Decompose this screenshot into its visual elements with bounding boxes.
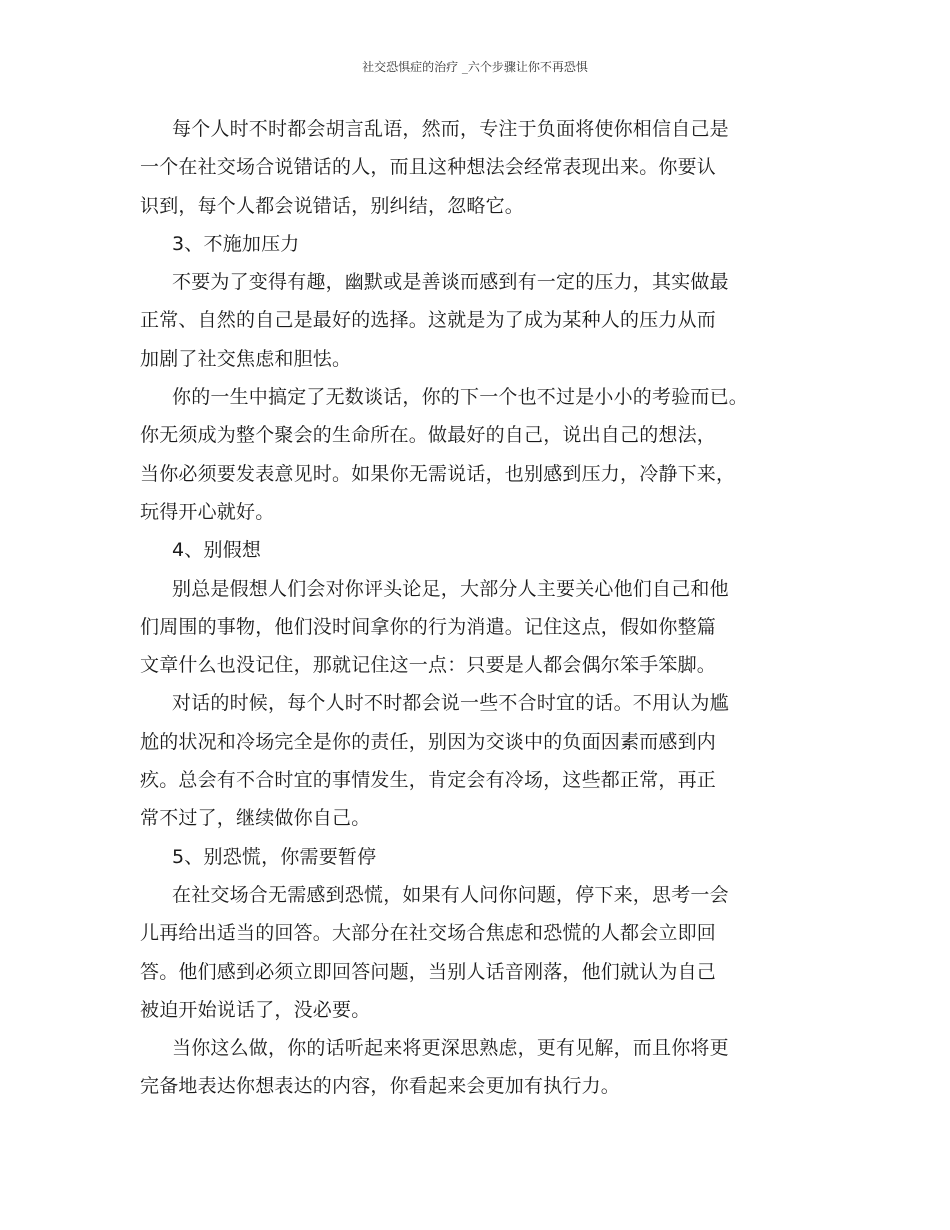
text-line: 完备地表达你想表达的内容，你看起来会更加有执行力。	[140, 1075, 621, 1098]
text-line: 常不过了，继续做你自己。	[140, 807, 371, 830]
text-line: 你的一生中搞定了无数谈话，你的下一个也不过是小小的考验而已。	[172, 386, 749, 409]
text-line: 被迫开始说话了，没必要。	[140, 998, 371, 1021]
section-heading: 3、不施加压力	[172, 232, 300, 255]
text-line: 对话的时候，每个人时不时都会说一些不合时宜的话。不用认为尴	[172, 692, 729, 715]
text-line: 正常、自然的自己是最好的选择。这就是为了成为某种人的压力从而	[140, 309, 717, 332]
text-line: 别总是假想人们会对你评头论足，大部分人主要关心他们自己和他	[172, 577, 729, 600]
text-line: 文章什么也没记住，那就记住这一点：只要是人都会偶尔笨手笨脚。	[140, 654, 717, 677]
page-header: 社交恐惧症的治疗 _六个步骤让你不再恐惧	[362, 60, 588, 74]
text-line: 识到，每个人都会说错话，别纠结，忽略它。	[140, 194, 525, 217]
text-line: 一个在社交场合说错话的人，而且这种想法会经常表现出来。你要认	[140, 156, 717, 179]
text-line: 们周围的事物，他们没时间拿你的行为消遣。记住这点，假如你整篇	[140, 615, 717, 638]
text-line: 每个人时不时都会胡言乱语，然而，专注于负面将使你相信自己是	[172, 118, 729, 140]
section-heading: 5、别恐慌，你需要暂停	[172, 845, 377, 868]
text-line: 儿再给出适当的回答。大部分在社交场合焦虑和恐慌的人都会立即回	[140, 922, 717, 945]
text-line: 玩得开心就好。	[140, 500, 275, 523]
section-heading: 4、别假想	[172, 539, 262, 562]
text-line: 答。他们感到必须立即回答问题，当别人话音刚落，他们就认为自己	[140, 960, 717, 983]
text-line: 尬的状况和冷场完全是你的责任，别因为交谈中的负面因素而感到内	[140, 730, 717, 753]
text-line: 在社交场合无需感到恐慌，如果有人问你问题，停下来，思考一会	[172, 883, 729, 906]
document-body	[140, 110, 780, 1106]
text-line: 当你必须要发表意见时。如果你无需说话，也别感到压力，冷静下来，	[140, 462, 736, 485]
text-line: 不要为了变得有趣，幽默或是善谈而感到有一定的压力，其实做最	[172, 271, 729, 294]
text-line: 加剧了社交焦虑和胆怯。	[140, 347, 352, 370]
text-line: 你无须成为整个聚会的生命所在。做最好的自己，说出自己的想法，	[140, 424, 717, 447]
text-line: 疚。总会有不合时宜的事情发生，肯定会有冷场，这些都正常，再正	[140, 769, 717, 792]
text-line: 当你这么做，你的话听起来将更深思熟虑，更有见解，而且你将更	[172, 1037, 729, 1060]
